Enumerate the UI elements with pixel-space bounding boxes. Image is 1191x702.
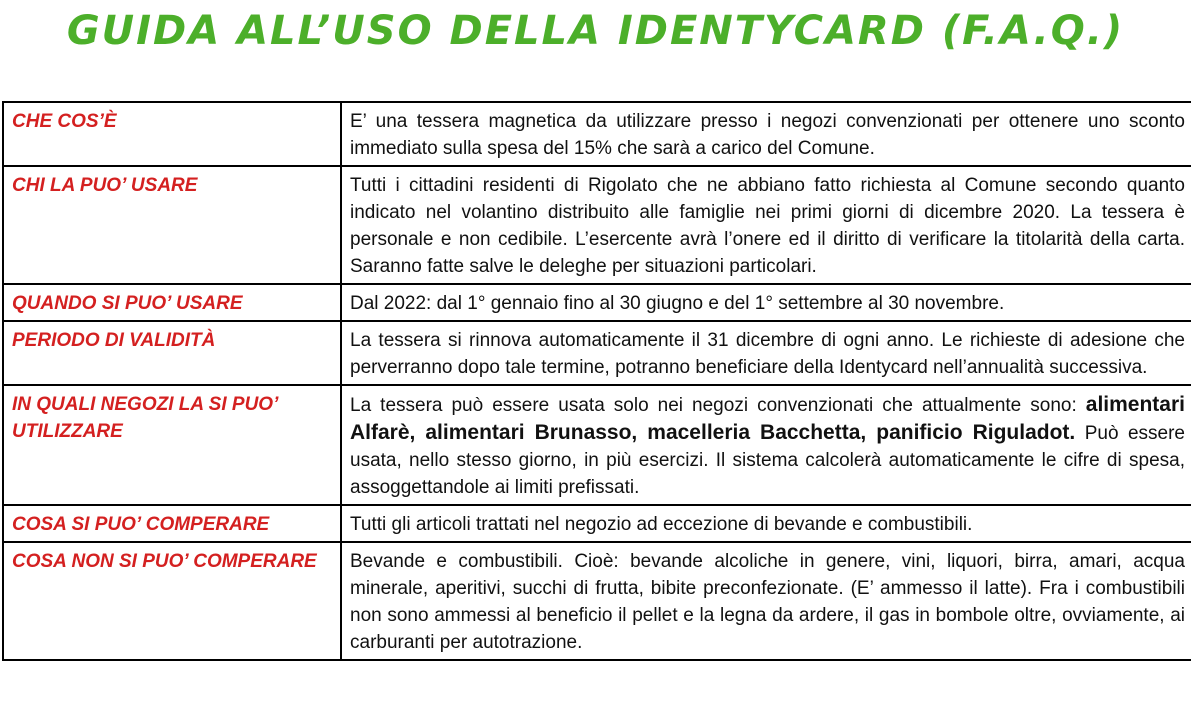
faq-answer-outro: Può essere usata, nello stesso giorno, in più esercizi. Il sistema calcolerà automaticamente le cifre di spesa, assoggettandole ai limiti prefissati.: [350, 423, 1185, 498]
faq-question: COSA SI PUO’ COMPERARE: [3, 505, 341, 542]
faq-answer-shops: alimentari Alfarè, alimentari Brunasso, macelleria Bacchetta, panificio Riguladot.: [350, 393, 1185, 444]
faq-answer: [341, 385, 1191, 505]
faq-answer: Tutti gli articoli trattati nel negozio ad eccezione di bevande e combustibili.: [341, 505, 1191, 542]
faq-question: PERIODO DI VALIDITÀ: [3, 321, 341, 385]
page-title: GUIDA ALL’USO DELLA IDENTYCARD (F.A.Q.): [66, 8, 1125, 54]
faq-table: [2, 101, 1191, 661]
faq-question: CHI LA PUO’ USARE: [3, 166, 341, 284]
faq-question: QUANDO SI PUO’ USARE: [3, 284, 341, 321]
faq-row-what-can-buy: [3, 505, 1191, 542]
faq-row-validity-period: [3, 321, 1191, 385]
faq-question: IN QUALI NEGOZI LA SI PUO’ UTILIZZARE: [3, 385, 341, 505]
faq-answer: E’ una tessera magnetica da utilizzare presso i negozi convenzionati per ottenere uno sconto immediato sulla spesa del 15% che sarà a carico del Comune.: [341, 102, 1191, 166]
faq-answer: Dal 2022: dal 1° gennaio fino al 30 giugno e del 1° settembre al 30 novembre.: [341, 284, 1191, 321]
faq-row-what-is-it: [3, 102, 1191, 166]
faq-row-when-can-use: [3, 284, 1191, 321]
faq-row-who-can-use: [3, 166, 1191, 284]
faq-row-which-shops: [3, 385, 1191, 505]
faq-answer: La tessera si rinnova automaticamente il 31 dicembre di ogni anno. Le richieste di adesione che perverranno dopo tale termine, potranno beneficiare della Identycard nell’annualità successiva.: [341, 321, 1191, 385]
faq-answer-intro: La tessera può essere usata solo nei negozi convenzionati che attualmente sono:: [350, 395, 1086, 416]
faq-answer: Bevande e combustibili. Cioè: bevande alcoliche in genere, vini, liquori, birra, amari, acqua minerale, aperitivi, succhi di frutta, bibite preconfezionate. (E’ ammesso il latte). Fra i combustibili non sono ammessi al beneficio il pellet e la legna da ardere, il gas in bombole oltre, ovviamente, ai carburanti per autotrazione.: [341, 542, 1191, 660]
faq-question: COSA NON SI PUO’ COMPERARE: [3, 542, 341, 660]
faq-answer: Tutti i cittadini residenti di Rigolato che ne abbiano fatto richiesta al Comune secondo quanto indicato nel volantino distribuito alle famiglie nei primi giorni di dicembre 2020. La tessera è personale e non cedibile. L’esercente avrà l’onere ed il diritto di verificare la titolarità della carta. Saranno fatte salve le deleghe per situazioni particolari.: [341, 166, 1191, 284]
faq-question: CHE COS’È: [3, 102, 341, 166]
faq-row-what-cannot-buy: [3, 542, 1191, 660]
